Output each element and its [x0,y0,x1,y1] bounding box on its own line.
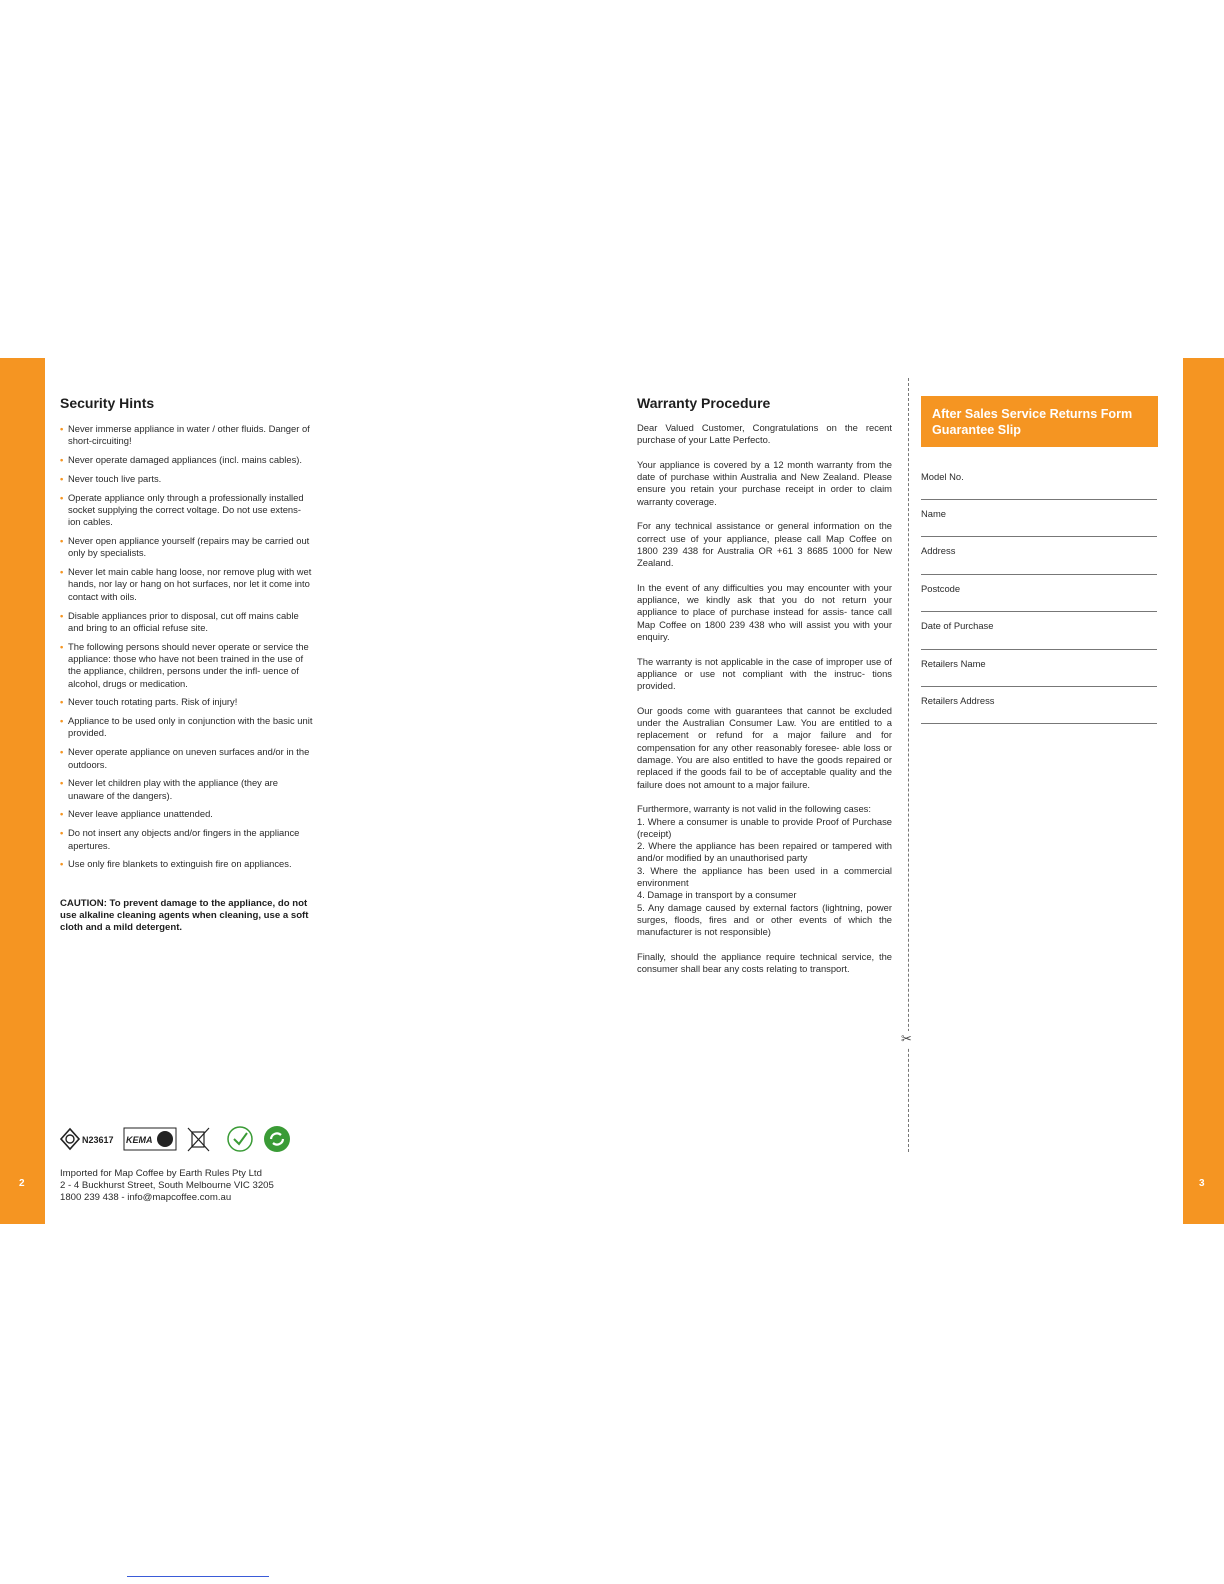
approval-code: N23617 [82,1135,114,1145]
retailers-name-field[interactable]: Retailers Name [921,650,1157,687]
list-item: • The following persons should never operate or service the appliance: those who have not been trained in the use of the appliance, children, persons under the infl- uence of alcohol, drugs or medication. [60,640,309,689]
bullet-icon: • [60,858,64,870]
security-hints-list [60,423,316,871]
rohs-icon [228,1127,252,1151]
security-hints-title: Security Hints [60,395,155,411]
bullet-icon: • [60,777,64,789]
list-item: • Do not insert any objects and/or fingers in the appliance apertures. [60,827,300,851]
list-item: • Disable appliances prior to disposal, cut off mains cable and bring to an official refuse site. [60,609,299,633]
warranty-paragraph: In the event of any difficulties you may encounter with your appliance, we kindly ask that you do not return your appliance to place of purchase instead for assis- tance call Map Coffee on 1800 239 438 who will assist you with your enquiry. [637,581,892,643]
warranty-paragraph: Dear Valued Customer, Congratulations on the recent purchase of your Latte Perfecto. [637,422,892,446]
warranty-exclusions: Furthermore, warranty is not valid in the following cases: 1. Where a consumer is unable to provide Proof of Purchase (receipt) 2. Where the appliance has been repaired or tampered with and/or modified by an unauthorised party 3. Where the appliance has been used in a commercial environment 4. Damage in transport by a consumer 5. Any damage caused by external factors (lightning, power surges, floods, fires and or other events of which the manufacturer is not responsible) [637,803,892,938]
importer-address: Imported for Map Coffee by Earth Rules Pty Ltd 2 - 4 Buckhurst Street, South Melbourne VIC 3205 1800 239 438 - info@mapcoffee.com.au [60,1168,274,1204]
warranty-paragraph: Our goods come with guarantees that cannot be excluded under the Australian Consumer Law. You are entitled to a replacement or refund for a major failure and for compensation for any other reasonably foresee- able loss or damage. You are also entitled to have the goods repaired or replaced if the goods fail to be of acceptable quality and the failure does not amount to a major failure. [637,704,892,790]
list-item: 2. Where the appliance has been repaired or tampered with and/or modified by an unauthorised party [637,840,892,864]
bullet-icon: • [60,715,64,727]
warranty-title: Warranty Procedure [637,395,771,411]
warranty-section [637,394,892,988]
list-item: 3. Where the appliance has been used in a commercial environment [637,864,892,888]
bullet-icon: • [60,609,64,621]
bullet-icon: • [60,454,64,466]
warranty-paragraph: For any technical assistance or general information on the correct use of your appliance, please call Map Coffee on 1800 239 438 for Australia OR +61 3 8685 1000 for New Zealand. [637,520,892,569]
address-field[interactable]: Address [921,537,1157,574]
booklet-spread [0,358,1224,1224]
page-number-left: 2 [19,1178,25,1189]
security-hints-section [60,394,316,935]
bullet-icon: • [60,566,64,578]
bullet-icon: • [60,423,64,434]
caution-note: CAUTION: To prevent damage to the appliance, do not use alkaline cleaning agents when cleaning, use a soft cloth and a mild detergent. [60,897,309,934]
bullet-icon: • [60,535,64,547]
bullet-icon: • [60,491,64,503]
bullet-icon: • [60,696,64,708]
list-item: • Never operate damaged appliances (incl. mains cables). [60,454,302,466]
bullet-icon: • [60,808,64,820]
list-item: • Never leave appliance unattended. [60,808,213,820]
page-number-right: 3 [1199,1178,1205,1189]
bottom-link-underline [127,1576,269,1577]
list-item: • Never touch rotating parts. Risk of injury! [60,696,238,708]
list-item: • Never operate appliance on uneven surfaces and/or in the outdoors. [60,746,310,770]
bullet-icon: • [60,827,64,839]
list-item: • Use only fire blankets to extinguish fire on appliances. [60,858,292,870]
green-dot-recycle-icon [264,1126,290,1152]
kema-gs-icon [124,1128,176,1150]
list-item: • Never immerse appliance in water / other fluids. Danger of short-circuiting! [60,423,310,447]
form-header [921,396,1158,447]
form-subtitle: Guarantee Slip [932,423,1021,437]
date-of-purchase-field[interactable]: Date of Purchase [921,612,1157,649]
scissors-icon: ✂ [901,1031,912,1046]
list-item: • Never let main cable hang loose, nor remove plug with wet hands, nor lay or hang on hot surfaces, nor let it come into contact with oils. [60,566,312,602]
list-item: 1. Where a consumer is unable to provide Proof of Purchase (receipt) [637,815,892,839]
left-orange-bar [0,358,45,1224]
form-title: After Sales Service Returns Form [932,407,1133,421]
returns-form [921,396,1158,724]
list-item: • Never touch live parts. [60,472,162,484]
bullet-icon: • [60,746,64,758]
name-field[interactable]: Name [921,500,1157,537]
bullet-icon: • [60,640,64,652]
warranty-final-note: Finally, should the appliance require technical service, the consumer shall bear any costs relating to transport. [637,950,892,975]
retailers-address-field[interactable]: Retailers Address [921,687,1157,724]
list-item: • Appliance to be used only in conjunction with the basic unit provided. [60,715,313,739]
warranty-paragraph: The warranty is not applicable in the case of improper use of appliance or use not compliant with the instruc- tions provided. [637,655,892,692]
list-item: • Operate appliance only through a professionally installed socket supplying the correct voltage. Do not use extens- ion cables. [60,491,304,528]
certification-logos [60,1124,300,1154]
right-orange-bar [1183,358,1224,1224]
list-item: 4. Damage in transport by a consumer [637,889,797,901]
bullet-icon: • [60,472,64,484]
list-item: • Never open appliance yourself (repairs may be carried out only by specialists. [60,535,310,559]
warranty-paragraph: Your appliance is covered by a 12 month warranty from the date of purchase within Australia and New Zealand. Please ensure you retain your purchase receipt in order to claim warranty coverage. [637,458,892,507]
model-no-field[interactable]: Model No. [921,447,1157,500]
postcode-field[interactable]: Postcode [921,575,1157,612]
list-item: 5. Any damage caused by external factors (lightning, power surges, floods, fires and or other events of which the manufacturer is not responsible) [637,901,892,938]
weee-bin-icon [188,1128,209,1151]
kema-text: KEMA [126,1135,153,1145]
form-fields [921,447,1158,724]
list-item: • Never let children play with the appliance (they are unaware of the dangers). [60,777,279,801]
rcm-mark-icon [61,1129,79,1149]
